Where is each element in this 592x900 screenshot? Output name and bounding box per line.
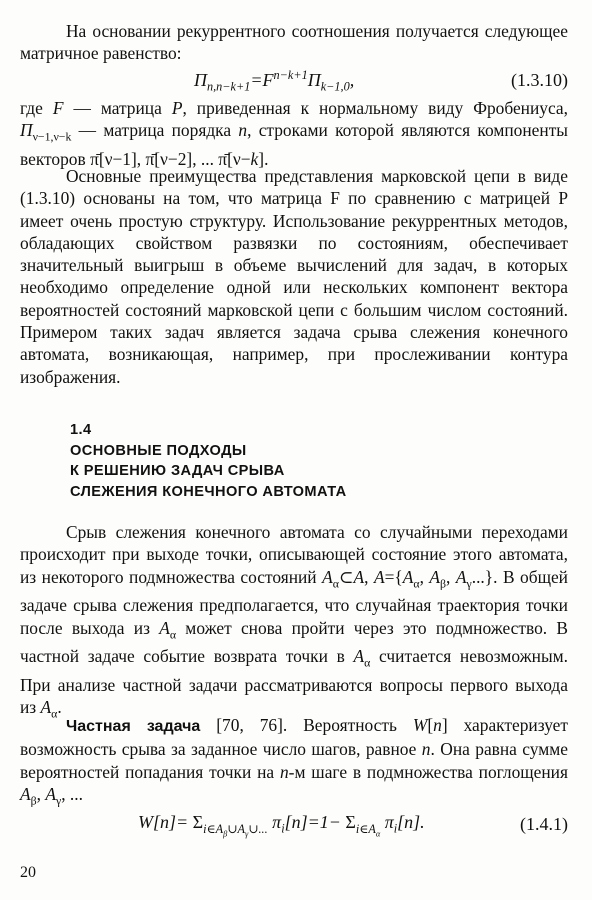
paragraph-particular-task: Частная задача [70, 76]. Вероятность W[n] характеризует возможность срыва за заданное число шагов, равное n. Она равна сумме вероятностей попадания точки на n-м шаге в подмножества поглощения $A_\beta$, $A_\gamma$, ... xyxy=(20,715,568,808)
formula-1-4-1 xyxy=(20,812,568,846)
formula-1-3-10-number: (1.3.10) xyxy=(511,70,568,90)
page-number: 20 xyxy=(20,864,36,881)
section-title-line-1: ОСНОВНЫЕ ПОДХОДЫ xyxy=(70,442,247,459)
paragraph-recurrence-intro: На основании рекуррентного соотношения получается следующее матричное равенство: xyxy=(20,21,568,64)
paragraph-frobenius: где F — матрица P, приведенная к нормальному виду Фробениуса, $\Pi_{\nu-1,\nu-k}$ — матрица порядка n, строками которой являются компоненты векторов π̄[ν−1], π̄[ν−2], ... π̄[ν−k]. xyxy=(20,98,568,170)
formula-1-3-10 xyxy=(20,68,568,94)
section-title-line-2: К РЕШЕНИЮ ЗАДАЧ СРЫВА xyxy=(70,463,285,480)
section-title-line-3: СЛЕЖЕНИЯ КОНЕЧНОГО АВТОМАТА xyxy=(70,483,347,500)
formula-1-4-1-body: $W[n]= \Sigma_{i\in A_\beta\cup A_\gamma\cup...}$ $\pi_i[n]=1- \Sigma_{i\in A_\alpha}$ $\pi_i[n]$. xyxy=(138,812,425,839)
paragraph-tracking-loss: Срыв слежения конечного автомата со случайными переходами происходит при выходе точки, описывающей состояние этого автомата, из некоторого подмножества состояний $A_\alpha\subset A$, $A=\{A_\alpha$, $A_\beta$, $A_\gamma$...}. В общей задаче срыва слежения предполагается, что случайная траектория точки после выхода из $A_\alpha$ может снова пройти через это подмножество. В частной задаче событие возврата точки в $A_\alpha$ считается невозможным. При анализе частной задачи рассматриваются вопросы первого выхода из $A_\alpha$. xyxy=(20,522,568,721)
paragraph-advantages: Основные преимущества представления марковской цепи в виде (1.3.10) основаны на том, что матрица F по сравнению с матрицей P имеет очень простую структуру. Использование рекуррентных методов, обладающих свойством развязки по состояниям, обеспечивает значительный выигрыш в объеме вычислений для задач, в которых необходимо определение одной или нескольких компонент вектора вероятностей состояний марковской цепи с большим числом состояний. Примером таких задач является задача срыва слежения конечного автомата, возникающая, например, при прослеживании контура изображения. xyxy=(20,166,568,387)
section-heading xyxy=(70,420,490,502)
formula-1-4-1-number: (1.4.1) xyxy=(520,814,568,834)
formula-1-3-10-body: $\Pi_{n,n-k+1}=F^{n-k+1}\Pi_{k-1,0}$, xyxy=(194,68,355,94)
particular-task-label: Частная задача xyxy=(66,718,201,735)
section-number: 1.4 xyxy=(70,422,92,438)
